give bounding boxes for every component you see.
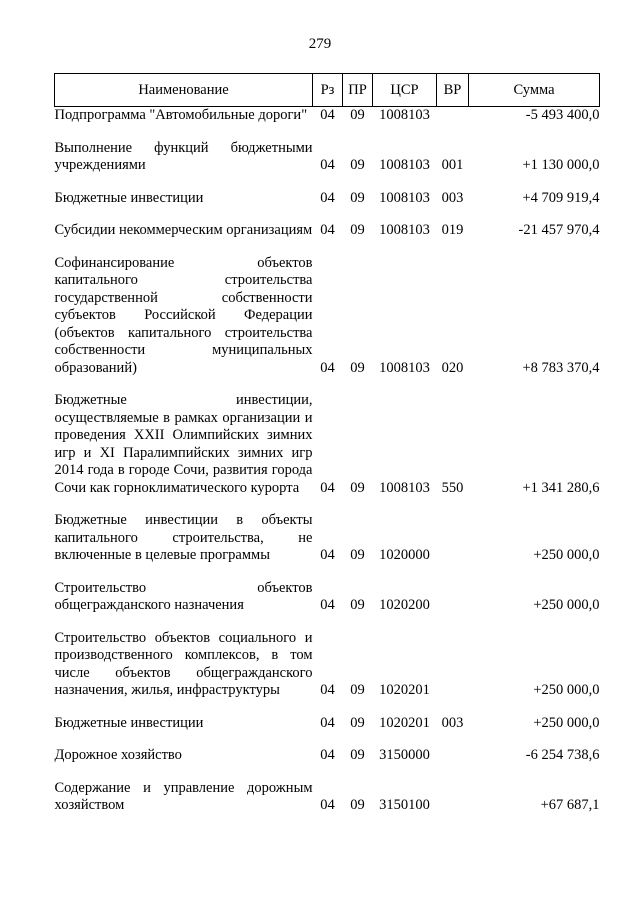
row-rz: 04: [320, 597, 335, 613]
row-name: Бюджетные инвестиции, осуществляемые в рамках организации и проведения XXII Олимпийских зимних игр и XI Паралимпийских зимних игр 2014 года в городе Сочи, развития города Сочи как горноклиматического курорта: [54, 392, 313, 496]
row-pr: 09: [350, 359, 365, 376]
row-name: Субсидии некоммерческим организациям: [54, 222, 313, 238]
budget-table: [54, 73, 600, 815]
row-pr: 09: [350, 479, 365, 496]
row-vr: 001: [441, 157, 464, 173]
row-vr: 019: [441, 222, 464, 238]
row-rz: 04: [320, 107, 335, 123]
row-name: Софинансирование объектов капитального строительства государственной собственности субъектов Российской Федерации (объектов капитального строительства собственности муниципальных образований): [54, 254, 313, 376]
row-pr: 09: [350, 597, 365, 613]
row-pr: 09: [350, 714, 365, 731]
table-row: [55, 125, 600, 175]
row-rz: 04: [320, 157, 335, 173]
row-vr: 003: [441, 714, 464, 731]
table-row: [55, 700, 600, 733]
row-csr: 1008103: [379, 222, 430, 238]
row-sum: +250 000,0: [533, 682, 600, 698]
row-name: Выполнение функций бюджетными учреждениями: [54, 139, 313, 173]
row-name: Подпрограмма "Автомобильные дороги": [54, 107, 308, 123]
row-rz: 04: [320, 797, 335, 813]
row-pr: 09: [350, 797, 365, 813]
header-vr: ВР: [437, 74, 469, 107]
row-pr: 09: [350, 547, 365, 563]
row-csr: 1008103: [379, 157, 430, 173]
table-row: [55, 732, 600, 765]
row-vr: [437, 107, 469, 125]
header-name: Наименование: [55, 74, 313, 107]
table-row: [55, 615, 600, 700]
row-csr: 1008103: [379, 107, 430, 123]
table-row: [55, 175, 600, 208]
row-name: Содержание и управление дорожным хозяйством: [54, 779, 313, 813]
table-row: [55, 377, 600, 497]
row-sum: +4 709 919,4: [522, 189, 600, 206]
table-row: [55, 497, 600, 565]
row-name: Дорожное хозяйство: [54, 747, 182, 763]
header-sum: Сумма: [469, 74, 600, 107]
row-name: Бюджетные инвестиции: [54, 189, 204, 206]
row-sum: -5 493 400,0: [525, 107, 600, 123]
table-row: [55, 765, 600, 815]
row-pr: 09: [350, 222, 365, 238]
table-header-row: [55, 74, 600, 107]
row-pr: 09: [350, 157, 365, 173]
row-vr: [437, 615, 469, 700]
row-vr: [437, 765, 469, 815]
row-sum: -21 457 970,4: [518, 222, 600, 238]
header-csr: ЦСР: [373, 74, 437, 107]
row-name: Бюджетные инвестиции: [54, 714, 204, 731]
row-pr: 09: [350, 682, 365, 698]
table-row: [55, 107, 600, 125]
row-rz: 04: [320, 714, 335, 731]
row-sum: +1 341 280,6: [522, 479, 600, 496]
row-sum: +250 000,0: [533, 547, 600, 563]
row-rz: 04: [320, 189, 335, 206]
row-csr: 1020000: [379, 547, 430, 563]
table-row: [55, 207, 600, 240]
row-rz: 04: [320, 359, 335, 376]
header-pr: ПР: [343, 74, 373, 107]
row-csr: 1020200: [379, 597, 430, 613]
row-pr: 09: [350, 107, 365, 123]
row-vr: 550: [441, 479, 464, 496]
row-vr: [437, 565, 469, 615]
row-rz: 04: [320, 222, 335, 238]
row-sum: -6 254 738,6: [525, 747, 600, 763]
row-sum: +67 687,1: [540, 797, 600, 813]
row-sum: +8 783 370,4: [522, 359, 600, 376]
row-csr: 1008103: [379, 359, 430, 376]
row-pr: 09: [350, 189, 365, 206]
row-csr: 1008103: [379, 189, 430, 206]
row-csr: 1020201: [379, 682, 430, 698]
row-vr: 020: [441, 359, 464, 376]
row-rz: 04: [320, 479, 335, 496]
row-rz: 04: [320, 682, 335, 698]
row-sum: +250 000,0: [533, 597, 600, 613]
row-name: Бюджетные инвестиции в объекты капитального строительства, не включенные в целевые программы: [54, 512, 313, 563]
row-csr: 1020201: [379, 714, 430, 731]
row-sum: +1 130 000,0: [522, 157, 600, 173]
header-rz: Рз: [313, 74, 343, 107]
row-csr: 3150000: [379, 747, 430, 763]
row-sum: +250 000,0: [533, 714, 600, 731]
row-csr: 1008103: [379, 479, 430, 496]
row-vr: [437, 732, 469, 765]
row-vr: [437, 497, 469, 565]
row-rz: 04: [320, 747, 335, 763]
row-csr: 3150100: [379, 797, 430, 813]
page-number: 279: [308, 36, 332, 52]
row-name: Строительство объектов общегражданского назначения: [54, 579, 313, 613]
row-rz: 04: [320, 547, 335, 563]
table-row: [55, 240, 600, 378]
table-row: [55, 565, 600, 615]
row-vr: 003: [441, 189, 464, 206]
row-pr: 09: [350, 747, 365, 763]
row-name: Строительство объектов социального и производственного комплексов, в том числе объектов общегражданского назначения, жилья, инфраструктуры: [54, 629, 313, 698]
